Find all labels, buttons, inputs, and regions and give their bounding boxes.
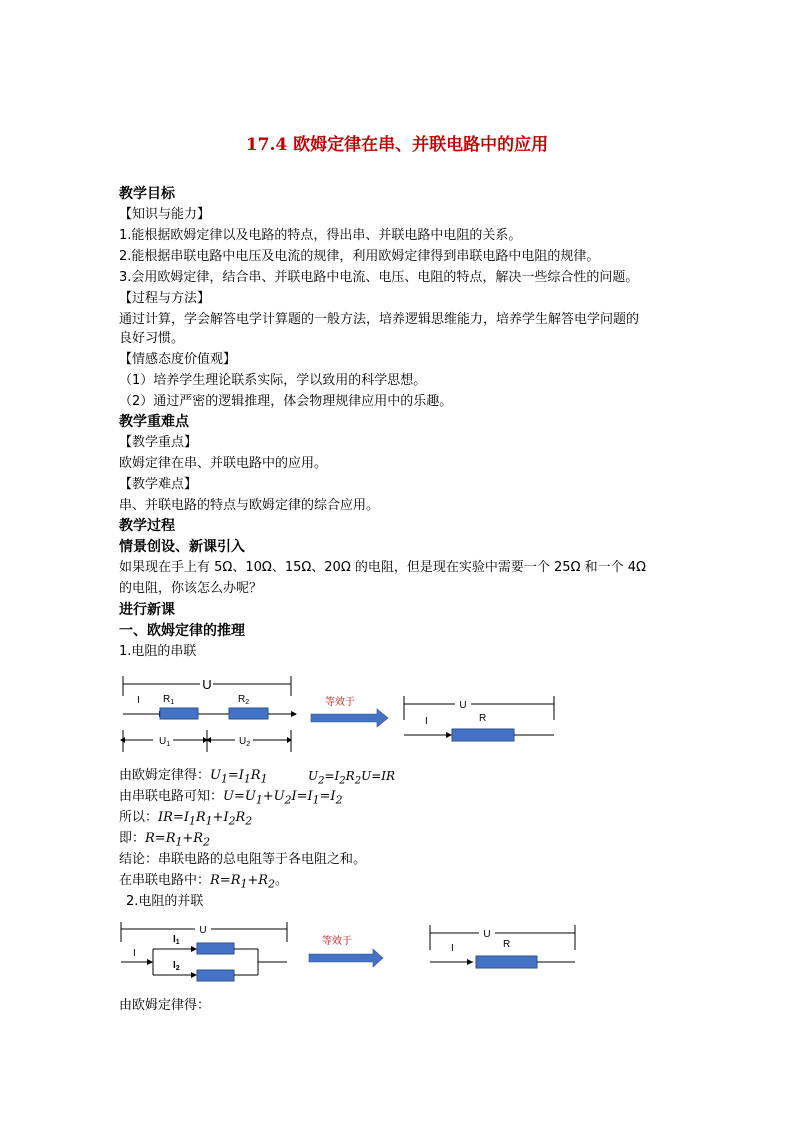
series-equiv-label: 等效于: [325, 697, 355, 708]
page-title: 17.4 欧姆定律在串、并联电路中的应用: [245, 135, 549, 155]
intro-line-1: 如果现在手上有 5Ω、10Ω、15Ω、20Ω 的电阻，但是现在实验中需要一个 25Ω 和一个 4Ω: [119, 560, 646, 575]
procedure-heading: 教学过程: [119, 518, 175, 534]
series-law-line: 由串联电路可知：$U=U_1+U_2I=I_1=I_2$: [119, 789, 343, 807]
parallel-equiv-R-label: R: [503, 939, 511, 950]
resistor-branch-1: [197, 943, 234, 954]
resistor-branch-2: [197, 970, 234, 981]
equiv-I-label: I: [425, 716, 428, 727]
parallel-equiv-U-label: U: [483, 929, 491, 940]
equiv-arrow-2: [309, 949, 383, 967]
attitude-item-1: （1）培养学生理论联系实际，学以致用的科学思想。: [119, 373, 427, 388]
series-I-label: I: [137, 695, 140, 706]
intro-line-2: 的电阻，你该怎么办呢？: [119, 581, 263, 596]
parallel-heading: 2.电阻的并联: [126, 894, 204, 909]
difficult-item: 串、并联电路的特点与欧姆定律的综合应用。: [119, 498, 380, 513]
conclusion-line: 结论：串联电路的总电阻等于各电阻之和。: [119, 852, 367, 867]
series-U2-label: $U_2$: [239, 736, 251, 748]
difficult-heading: 【教学难点】: [119, 477, 198, 492]
part1-heading: 一、欧姆定律的推理: [119, 623, 245, 639]
equiv-U-label: U: [459, 700, 467, 711]
parallel-circuit-diagram: [115, 916, 585, 992]
knowledge-heading: 【知识与能力】: [119, 207, 211, 222]
parallel-equiv-label: 等效于: [322, 936, 352, 947]
parallel-I1-label: $I_1$: [173, 934, 180, 946]
series-circuit-diagram: [115, 672, 575, 760]
ie-line: 即：$R=R_1+R_2$: [119, 831, 210, 849]
derive-line-2: 由欧姆定律得：: [119, 998, 211, 1013]
resistor-r-equiv: [452, 729, 514, 741]
key-heading: 教学重难点: [119, 414, 189, 430]
series-U1-label: $U_1$: [159, 736, 171, 748]
equiv-R-label: R: [479, 713, 487, 724]
parallel-I2-label: $I_2$: [173, 960, 180, 972]
process-line-2: 良好习惯。: [119, 331, 185, 346]
formula-u1: $U_1=I_1R_1$: [210, 768, 268, 786]
focus-heading: 【教学重点】: [119, 435, 198, 450]
process-heading: 【过程与方法】: [119, 291, 211, 306]
in-series-line: 在串联电路中：$R=R_1+R_2$。: [119, 873, 288, 891]
attitude-heading: 【情感态度价值观】: [119, 352, 237, 367]
resistor-r1: [160, 708, 198, 719]
knowledge-item-1: 1.能根据欧姆定律以及电路的特点，得出串、并联电路中电阻的关系。: [119, 228, 522, 243]
focus-item: 欧姆定律在串、并联电路中的应用。: [119, 456, 328, 471]
parallel-U-label: U: [199, 925, 207, 936]
series-R1-label: $R_1$: [163, 694, 175, 706]
series-R2-label: $R_2$: [238, 694, 250, 706]
so-line: 所以：$IR=I_1R_1+I_2R_2$: [119, 810, 253, 828]
new-lesson-heading: 进行新课: [119, 602, 175, 618]
formula-u2: $U_2=I_2R_2U=IR$: [308, 769, 396, 787]
intro-heading: 情景创设、新课引入: [119, 539, 245, 555]
resistor-r-equiv-2: [476, 956, 537, 968]
derive-line: 由欧姆定律得：$U_1=I_1R_1$: [119, 768, 268, 786]
goal-heading: 教学目标: [119, 186, 175, 202]
process-line-1: 通过计算，学会解答电学计算题的一般方法，培养逻辑思维能力，培养学生解答电学问题的: [119, 312, 640, 327]
attitude-item-2: （2）通过严密的逻辑推理，体会物理规律应用中的乐趣。: [119, 394, 453, 409]
parallel-I-label: I: [133, 948, 136, 959]
series-U-label: U: [202, 677, 212, 692]
knowledge-item-3: 3.会用欧姆定律，结合串、并联电路中电流、电压、电阻的特点，解决一些综合性的问题。: [119, 270, 639, 285]
parallel-equiv-I-label: I: [451, 943, 454, 954]
resistor-r2: [229, 708, 268, 719]
equiv-arrow-1: [311, 709, 388, 727]
knowledge-item-2: 2.能根据串联电路中电压及电流的规律，利用欧姆定律得到串联电路中电阻的规律。: [119, 249, 600, 264]
series-heading: 1.电阻的串联: [119, 644, 197, 659]
